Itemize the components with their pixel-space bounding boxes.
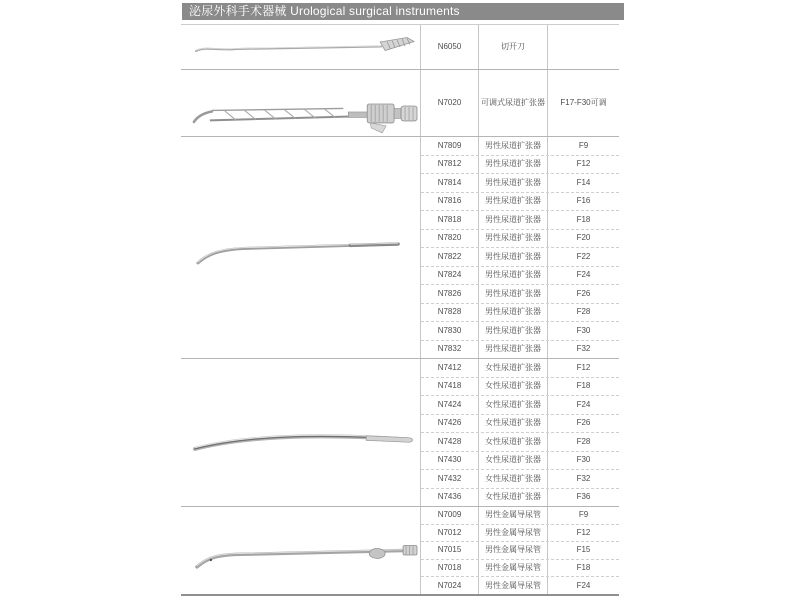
product-name: 女性尿道扩张器: [479, 359, 548, 377]
table-row: [421, 267, 619, 286]
male-metal-catheter-image: [181, 527, 420, 575]
product-size: F17-F30可调: [560, 98, 607, 107]
product-code: N7814: [421, 174, 479, 192]
section-rows: [421, 70, 619, 136]
table-row: [421, 452, 619, 471]
urethrotome-knife-image: [181, 25, 420, 69]
product-size: F28: [576, 436, 591, 446]
product-code: N7828: [421, 304, 479, 322]
product-name: 男性尿道扩张器: [479, 248, 548, 266]
table-row: [421, 248, 619, 267]
table-section: [181, 70, 619, 137]
product-name: 男性尿道扩张器: [479, 211, 548, 229]
product-code: N7009: [421, 507, 479, 524]
product-size: F32: [576, 473, 591, 483]
product-size: F16: [576, 196, 591, 206]
table-row: [421, 304, 619, 323]
section-rows: [421, 137, 619, 358]
product-code: N7418: [421, 378, 479, 396]
table-row: [421, 525, 619, 543]
product-size: F36: [576, 492, 591, 502]
product-table: [181, 24, 619, 596]
table-row: [421, 396, 619, 415]
product-name: 男性尿道扩张器: [479, 285, 548, 303]
table-row: [421, 507, 619, 525]
product-name: 男性金属导尿管: [479, 577, 548, 594]
product-code: N7818: [421, 211, 479, 229]
product-code: N7832: [421, 341, 479, 359]
product-code: N7020: [421, 70, 479, 136]
product-name: 男性尿道扩张器: [479, 267, 548, 285]
product-code: N7424: [421, 396, 479, 414]
product-name: 男性尿道扩张器: [479, 156, 548, 174]
product-size: F15: [576, 545, 591, 555]
table-section: [181, 507, 619, 596]
product-code: N7015: [421, 542, 479, 559]
table-row: [421, 193, 619, 212]
product-size: F26: [576, 288, 591, 298]
product-size: F22: [576, 251, 591, 261]
product-name: 男性尿道扩张器: [479, 322, 548, 340]
male-urethral-dilator-image: [181, 223, 420, 273]
table-row: [421, 542, 619, 560]
table-row: [421, 322, 619, 341]
product-code: N7432: [421, 470, 479, 488]
product-size: F24: [576, 580, 591, 590]
table-row: [421, 489, 619, 507]
adjustable-urethral-dilator-image: [181, 71, 420, 136]
table-row: [421, 285, 619, 304]
product-code: N7822: [421, 248, 479, 266]
product-code: N7830: [421, 322, 479, 340]
product-code: N7826: [421, 285, 479, 303]
product-name: 男性尿道扩张器: [479, 304, 548, 322]
product-name: 女性尿道扩张器: [479, 378, 548, 396]
product-size: F18: [576, 214, 591, 224]
product-size: F14: [576, 177, 591, 187]
product-name: 男性尿道扩张器: [479, 193, 548, 211]
page-title-bar: [182, 3, 624, 20]
product-size: F9: [578, 140, 589, 150]
section-rows: [421, 507, 619, 594]
product-name: 女性尿道扩张器: [479, 396, 548, 414]
product-size: F24: [576, 270, 591, 280]
product-image-cell: [181, 507, 421, 594]
product-size: F12: [576, 527, 591, 537]
product-name: 女性尿道扩张器: [479, 415, 548, 433]
product-code: N7436: [421, 489, 479, 507]
product-code: N7430: [421, 452, 479, 470]
table-section: [181, 359, 619, 507]
product-name: 男性金属导尿管: [479, 542, 548, 559]
product-code: N7018: [421, 560, 479, 577]
product-name: 男性金属导尿管: [479, 525, 548, 542]
product-code: N7824: [421, 267, 479, 285]
table-row: [421, 577, 619, 594]
page-title: 泌尿外科手术器械 Urological surgical instruments: [189, 4, 460, 18]
table-row: [421, 211, 619, 230]
table-row: [421, 415, 619, 434]
product-code: N7428: [421, 433, 479, 451]
section-rows: [421, 25, 619, 69]
product-size: F18: [576, 381, 591, 391]
product-code: N7816: [421, 193, 479, 211]
product-name: 男性尿道扩张器: [479, 174, 548, 192]
table-row: [421, 156, 619, 175]
product-name: 男性金属导尿管: [479, 560, 548, 577]
product-code: N7412: [421, 359, 479, 377]
product-size: F28: [576, 307, 591, 317]
product-name: 可调式尿道扩张器: [479, 70, 548, 136]
table-row: [421, 378, 619, 397]
product-name: 男性尿道扩张器: [479, 341, 548, 359]
table-row: [421, 433, 619, 452]
product-code: N7426: [421, 415, 479, 433]
table-row: [421, 137, 619, 156]
product-name: 男性尿道扩张器: [479, 230, 548, 248]
product-size: F24: [576, 399, 591, 409]
product-code: N7820: [421, 230, 479, 248]
product-size: F30: [576, 325, 591, 335]
female-urethral-dilator-image: [181, 408, 420, 458]
table-section: [181, 137, 619, 359]
product-name: 男性金属导尿管: [479, 507, 548, 524]
product-name: 男性尿道扩张器: [479, 137, 548, 155]
product-code: N7809: [421, 137, 479, 155]
product-size: F32: [576, 344, 591, 354]
product-size: F18: [576, 563, 591, 573]
product-image-cell: [181, 137, 421, 358]
product-image-cell: [181, 25, 421, 69]
table-row: [421, 25, 619, 69]
product-size: F26: [576, 418, 591, 428]
product-size: F12: [576, 362, 591, 372]
table-row: [421, 470, 619, 489]
product-name: 女性尿道扩张器: [479, 452, 548, 470]
product-size: [548, 25, 619, 69]
product-code: N7812: [421, 156, 479, 174]
table-row: [421, 174, 619, 193]
product-name: 女性尿道扩张器: [479, 470, 548, 488]
table-row: [421, 341, 619, 359]
table-section: [181, 25, 619, 70]
product-name: 女性尿道扩张器: [479, 489, 548, 507]
table-row: [421, 359, 619, 378]
product-code: N6050: [421, 25, 479, 69]
product-code: N7024: [421, 577, 479, 594]
product-code: N7012: [421, 525, 479, 542]
product-image-cell: [181, 359, 421, 506]
table-row: [421, 560, 619, 578]
table-row: [421, 230, 619, 249]
product-name: 女性尿道扩张器: [479, 433, 548, 451]
product-image-cell: [181, 70, 421, 136]
product-size: F20: [576, 233, 591, 243]
product-size: F30: [576, 455, 591, 465]
product-size: F9: [578, 510, 589, 520]
product-size: F12: [576, 159, 591, 169]
product-name: 切开刀: [479, 25, 548, 69]
table-row: [421, 70, 619, 136]
section-rows: [421, 359, 619, 506]
